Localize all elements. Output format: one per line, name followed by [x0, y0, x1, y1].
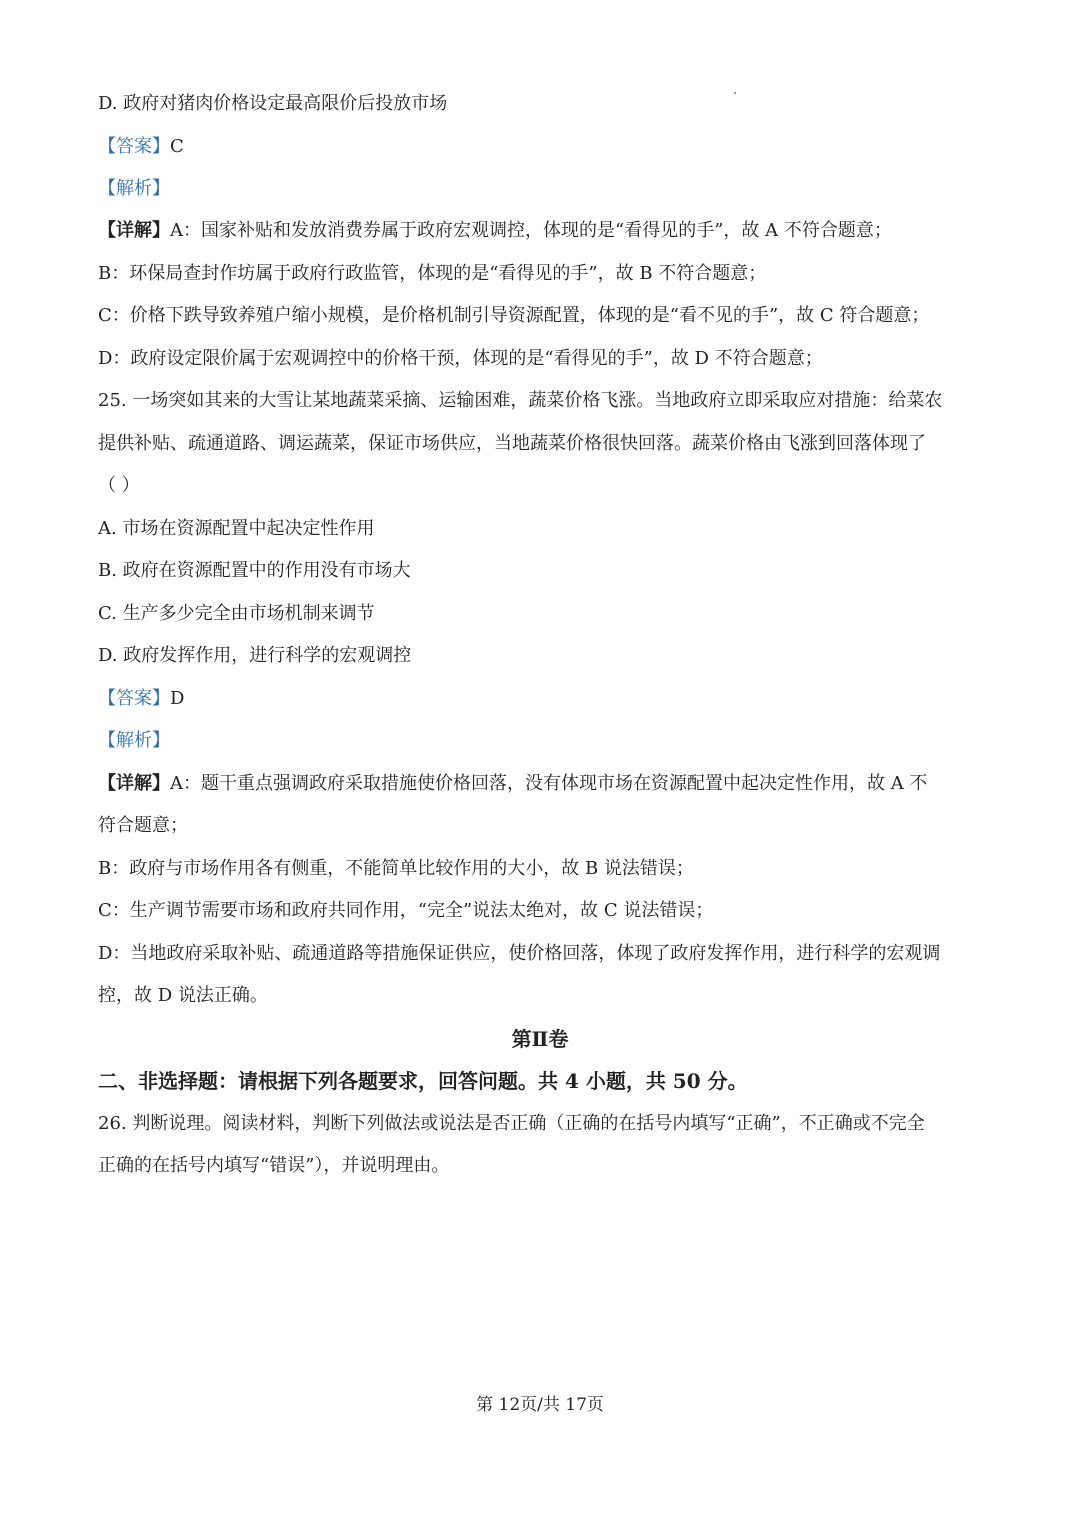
page-footer: 第 12页/共 17页 [476, 1395, 604, 1415]
q24-answer [98, 135, 982, 159]
answer-tag: 【答案】 [98, 688, 170, 709]
q24-detail-a [98, 219, 982, 243]
q26-line1: 26. 判断说理。阅读材料，判断下列做法或说法是否正确（正确的在括号内填写“正确”，不正确或不完全 [98, 1113, 925, 1134]
answer-value: C [170, 136, 184, 157]
q25-detail-a-line2: 符合题意； [98, 815, 188, 836]
detail-tag: 【详解】 [98, 220, 170, 241]
q24-detail-c: C：价格下跌导致养殖户缩小规模，是价格机制引导资源配置，体现的是“看不见的手”，故 C 符合题意； [98, 305, 930, 326]
answer-value: D [170, 688, 185, 709]
q25-detail-a-line1 [98, 772, 982, 796]
q24-detail-b: B：环保局查封作坊属于政府行政监管，体现的是“看得见的手”，故 B 不符合题意； [98, 263, 767, 284]
q24-analysis-tag: 【解析】 [98, 178, 170, 199]
q25-option-b: B. 政府在资源配置中的作用没有市场大 [98, 560, 411, 581]
q25-answer [98, 687, 982, 711]
q25-stem-line3: （ ） [98, 475, 140, 496]
q25-option-d: D. 政府发挥作用，进行科学的宏观调控 [98, 645, 412, 666]
q25-option-a: A. 市场在资源配置中起决定性作用 [98, 518, 375, 539]
part-title: 第Ⅱ卷 [511, 1027, 569, 1051]
q25-detail-c: C：生产调节需要市场和政府共同作用，“完全”说法太绝对，故 C 说法错误； [98, 900, 714, 921]
q25-stem-line2: 提供补贴、疏通道路、调运蔬菜，保证市场供应，当地蔬菜价格很快回落。蔬菜价格由飞涨到回落体现了 [98, 433, 926, 454]
section-heading: 二、非选择题：请根据下列各题要求，回答问题。共 4 小题，共 50 分。 [98, 1069, 748, 1093]
answer-tag: 【答案】 [98, 136, 170, 157]
q25-stem-line1: 25. 一场突如其来的大雪让某地蔬菜采摘、运输困难，蔬菜价格飞涨。当地政府立即采取应对措施：给菜农 [98, 390, 943, 411]
q25-option-c: C. 生产多少完全由市场机制来调节 [98, 603, 375, 624]
q24-detail-d: D：政府设定限价属于宏观调控中的价格干预，体现的是“看得见的手”，故 D 不符合题意； [98, 348, 823, 369]
detail-tag: 【详解】 [98, 773, 170, 794]
q26-line2: 正确的在括号内填写“错误”），并说明理由。 [98, 1155, 450, 1176]
q25-detail-d-line1: D：当地政府采取补贴、疏通道路等措施保证供应，使价格回落，体现了政府发挥作用，进行科学的宏观调 [98, 943, 941, 964]
q25-detail-d-line2: 控，故 D 说法正确。 [98, 985, 268, 1006]
detail-text: A：国家补贴和发放消费券属于政府宏观调控，体现的是“看得见的手”，故 A 不符合题意； [170, 220, 892, 241]
q24-option-d: D. 政府对猪肉价格设定最高限价后投放市场 [98, 93, 448, 114]
q25-analysis-tag: 【解析】 [98, 730, 170, 751]
detail-text: A：题干重点强调政府采取措施使价格回落，没有体现市场在资源配置中起决定性作用，故 A 不 [170, 773, 928, 794]
q25-detail-b: B：政府与市场作用各有侧重，不能简单比较作用的大小，故 B 说法错误； [98, 858, 694, 879]
